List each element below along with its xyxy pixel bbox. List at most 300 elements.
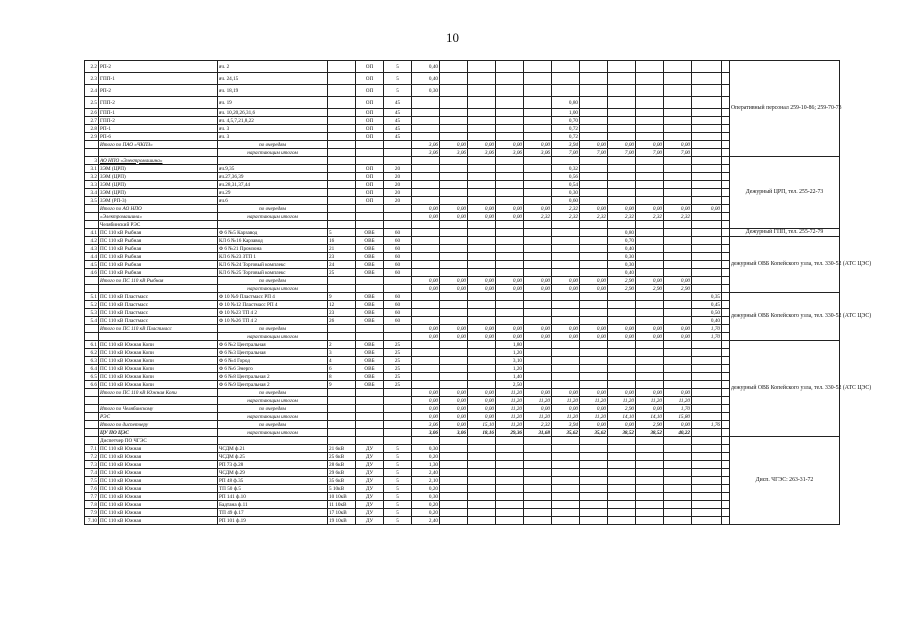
- stage-value-cell: [496, 253, 524, 261]
- stage-value-cell: 0,00: [468, 285, 496, 293]
- cell-number-cell: 16: [328, 237, 356, 245]
- stage-value-cell: [412, 197, 440, 205]
- stage-value-cell: [664, 181, 692, 189]
- stage-value-cell: [636, 109, 664, 117]
- column-gap: [722, 73, 730, 85]
- stage-value-cell: 38,52: [608, 429, 636, 437]
- stage-value-cell: [664, 349, 692, 357]
- column-gap: [722, 325, 730, 333]
- object-name-cell: Итого по ПС 110 кВ Рыбная: [99, 277, 218, 285]
- stage-value-cell: 1,76: [692, 421, 722, 429]
- contact-note-cell: дежурный ОВБ Копейского узла, тел. 330-52 (АТС ЦЭС): [730, 293, 840, 341]
- cell-number-cell: 5 10кВ: [328, 485, 356, 493]
- table-row: [85, 269, 840, 277]
- feeder-cell: РП 48 ф.35: [218, 477, 328, 485]
- stage-value-cell: [440, 269, 468, 277]
- stage-value-cell: [664, 157, 692, 165]
- column-gap: [722, 253, 730, 261]
- stage-value-cell: 0,00: [664, 277, 692, 285]
- stage-value-cell: 0,40: [608, 245, 636, 253]
- stage-value-cell: 2,32: [524, 213, 552, 221]
- value-cell: [384, 333, 412, 341]
- stage-value-cell: [636, 445, 664, 453]
- stage-value-cell: [552, 517, 580, 525]
- stage-value-cell: 0,00: [440, 389, 468, 397]
- feeder-cell: яч. 3: [218, 133, 328, 141]
- cell-number-cell: 4: [328, 357, 356, 365]
- stage-value-cell: [664, 365, 692, 373]
- category-cell: ОП: [356, 165, 384, 173]
- stage-value-cell: [524, 461, 552, 469]
- row-number-cell: 2.7: [85, 117, 99, 125]
- column-gap: [722, 445, 730, 453]
- stage-value-cell: [692, 85, 722, 97]
- stage-value-cell: [412, 181, 440, 189]
- feeder-cell: яч. 2: [218, 61, 328, 73]
- cell-number-cell: 10 10кВ: [328, 493, 356, 501]
- column-gap: [722, 517, 730, 525]
- stage-value-cell: [440, 237, 468, 245]
- stage-value-cell: [608, 493, 636, 501]
- value-cell: 5: [384, 493, 412, 501]
- stage-value-cell: [636, 97, 664, 109]
- stage-value-cell: [636, 221, 664, 229]
- stage-value-cell: [440, 61, 468, 73]
- stage-value-cell: [636, 381, 664, 389]
- stage-value-cell: 0,00: [664, 389, 692, 397]
- stage-value-cell: 0,00: [412, 213, 440, 221]
- table-row: [85, 349, 840, 357]
- cell-number-cell: 9: [328, 381, 356, 389]
- feeder-cell: по очередям: [218, 421, 328, 429]
- object-name-cell: ГПП-1: [99, 73, 218, 85]
- table-row: [85, 285, 840, 293]
- stage-value-cell: [524, 365, 552, 373]
- column-gap: [722, 165, 730, 173]
- stage-value-cell: [636, 197, 664, 205]
- stage-value-cell: [636, 357, 664, 365]
- cell-number-cell: [328, 125, 356, 133]
- stage-value-cell: 0,00: [664, 333, 692, 341]
- category-cell: [356, 397, 384, 405]
- stage-value-cell: [608, 381, 636, 389]
- stage-value-cell: 0,00: [496, 325, 524, 333]
- column-gap: [722, 317, 730, 325]
- table-row: [85, 117, 840, 125]
- stage-value-cell: [496, 469, 524, 477]
- stage-value-cell: [636, 125, 664, 133]
- contact-note-cell: Дисп. ЧГЭС: 263-31-72: [730, 437, 840, 525]
- stage-value-cell: [468, 253, 496, 261]
- value-cell: [384, 437, 412, 445]
- value-cell: [384, 285, 412, 293]
- stage-value-cell: 0,00: [440, 141, 468, 149]
- stage-value-cell: 2,32: [608, 213, 636, 221]
- stage-value-cell: 3,06: [440, 429, 468, 437]
- column-gap: [722, 397, 730, 405]
- stage-value-cell: [608, 317, 636, 325]
- table-row: [85, 389, 840, 397]
- stage-value-cell: [524, 301, 552, 309]
- row-number-cell: 2.5: [85, 97, 99, 109]
- stage-value-cell: 0,00: [468, 405, 496, 413]
- table-row: [85, 517, 840, 525]
- stage-value-cell: 0,00: [580, 277, 608, 285]
- cell-number-cell: 23: [328, 309, 356, 317]
- stage-value-cell: 7,00: [664, 149, 692, 157]
- cell-number-cell: [328, 277, 356, 285]
- stage-value-cell: [468, 269, 496, 277]
- value-cell: 20: [384, 173, 412, 181]
- stage-value-cell: 0,80: [552, 97, 580, 109]
- stage-value-cell: 0,00: [524, 205, 552, 213]
- stage-value-cell: [608, 221, 636, 229]
- value-cell: 5: [384, 485, 412, 493]
- stage-value-cell: [608, 181, 636, 189]
- value-cell: [384, 421, 412, 429]
- stage-value-cell: [496, 301, 524, 309]
- cell-number-cell: [328, 213, 356, 221]
- stage-value-cell: 0,00: [468, 389, 496, 397]
- stage-value-cell: [608, 485, 636, 493]
- category-cell: [356, 389, 384, 397]
- stage-value-cell: [552, 221, 580, 229]
- stage-value-cell: [468, 357, 496, 365]
- stage-value-cell: [496, 221, 524, 229]
- stage-value-cell: [468, 237, 496, 245]
- object-name-cell: ПС 110 кВ Южная: [99, 453, 218, 461]
- column-gap: [722, 381, 730, 389]
- value-cell: 60: [384, 237, 412, 245]
- category-cell: [356, 325, 384, 333]
- stage-value-cell: 0,00: [440, 413, 468, 421]
- stage-value-cell: [496, 437, 524, 445]
- row-number-cell: [85, 141, 99, 149]
- stage-value-cell: 3,06: [412, 149, 440, 157]
- row-number-cell: [85, 213, 99, 221]
- stage-value-cell: [692, 485, 722, 493]
- stage-value-cell: 0,00: [440, 397, 468, 405]
- category-cell: ОВБ: [356, 269, 384, 277]
- stage-value-cell: 0,20: [412, 501, 440, 509]
- stage-value-cell: 0,30: [552, 189, 580, 197]
- category-cell: ДУ: [356, 469, 384, 477]
- stage-value-cell: [440, 97, 468, 109]
- object-name-cell: [99, 397, 218, 405]
- stage-value-cell: [552, 453, 580, 461]
- stage-value-cell: [608, 357, 636, 365]
- stage-value-cell: [468, 293, 496, 301]
- stage-value-cell: [440, 301, 468, 309]
- stage-value-cell: [692, 157, 722, 165]
- stage-value-cell: 0,00: [664, 325, 692, 333]
- stage-value-cell: 0,30: [608, 261, 636, 269]
- category-cell: [356, 413, 384, 421]
- stage-value-cell: 0,56: [552, 173, 580, 181]
- stage-value-cell: 0,00: [496, 205, 524, 213]
- stage-value-cell: [552, 501, 580, 509]
- value-cell: 60: [384, 229, 412, 237]
- stage-value-cell: [580, 437, 608, 445]
- object-name-cell: Челябинский РЭС: [99, 221, 218, 229]
- object-name-cell: ПС 110 кВ Южная Копи: [99, 341, 218, 349]
- stage-value-cell: [692, 253, 722, 261]
- category-cell: [356, 405, 384, 413]
- row-number-cell: [85, 413, 99, 421]
- stage-value-cell: [608, 73, 636, 85]
- stage-value-cell: [552, 341, 580, 349]
- row-number-cell: 5.2: [85, 301, 99, 309]
- stage-value-cell: 15,10: [468, 421, 496, 429]
- object-name-cell: ПС 110 кВ Южная: [99, 485, 218, 493]
- stage-value-cell: [692, 229, 722, 237]
- stage-value-cell: [580, 85, 608, 97]
- column-gap: [722, 205, 730, 213]
- stage-value-cell: 18,16: [468, 429, 496, 437]
- stage-value-cell: [580, 229, 608, 237]
- stage-value-cell: [580, 269, 608, 277]
- row-number-cell: 7.8: [85, 501, 99, 509]
- value-cell: [384, 413, 412, 421]
- stage-value-cell: [580, 317, 608, 325]
- stage-value-cell: 0,30: [412, 85, 440, 97]
- stage-value-cell: [664, 189, 692, 197]
- stage-value-cell: 0,50: [692, 309, 722, 317]
- cell-number-cell: 2: [328, 341, 356, 349]
- value-cell: 20: [384, 197, 412, 205]
- stage-value-cell: 0,00: [440, 285, 468, 293]
- value-cell: 60: [384, 269, 412, 277]
- stage-value-cell: [580, 509, 608, 517]
- stage-value-cell: [636, 493, 664, 501]
- stage-value-cell: 7,00: [580, 149, 608, 157]
- stage-value-cell: 3,94: [552, 421, 580, 429]
- row-number-cell: 2.6: [85, 109, 99, 117]
- value-cell: 45: [384, 117, 412, 125]
- stage-value-cell: [664, 373, 692, 381]
- table-row: [85, 421, 840, 429]
- stage-value-cell: [496, 237, 524, 245]
- stage-value-cell: [552, 61, 580, 73]
- stage-value-cell: [580, 117, 608, 125]
- stage-value-cell: [608, 61, 636, 73]
- feeder-cell: [218, 221, 328, 229]
- stage-value-cell: 0,00: [440, 333, 468, 341]
- stage-value-cell: [440, 445, 468, 453]
- feeder-cell: Ф 10 №23 ТП 4 2: [218, 309, 328, 317]
- stage-value-cell: [608, 197, 636, 205]
- stage-value-cell: 0,00: [636, 205, 664, 213]
- stage-value-cell: 0,00: [608, 333, 636, 341]
- row-number-cell: 7.3: [85, 461, 99, 469]
- stage-value-cell: [524, 469, 552, 477]
- column-gap: [722, 437, 730, 445]
- cell-number-cell: [328, 73, 356, 85]
- stage-value-cell: 11,20: [496, 397, 524, 405]
- stage-value-cell: [440, 517, 468, 525]
- category-cell: ОВБ: [356, 381, 384, 389]
- stage-value-cell: [692, 453, 722, 461]
- feeder-cell: яч. 24,15: [218, 73, 328, 85]
- feeder-cell: КЛ 6 №23 ЗТП 1: [218, 253, 328, 261]
- feeder-cell: по очередям: [218, 325, 328, 333]
- value-cell: [384, 277, 412, 285]
- stage-value-cell: [580, 197, 608, 205]
- feeder-cell: [218, 437, 328, 445]
- feeder-cell: Ф 6 №8 Центральная 2: [218, 373, 328, 381]
- object-name-cell: ЗЭМ (ЦРП): [99, 173, 218, 181]
- stage-value-cell: [468, 469, 496, 477]
- cell-number-cell: 35 6кВ: [328, 477, 356, 485]
- column-gap: [722, 293, 730, 301]
- cell-number-cell: [328, 421, 356, 429]
- stage-value-cell: 0,40: [412, 61, 440, 73]
- stage-value-cell: 1,80: [496, 341, 524, 349]
- table-row: [85, 445, 840, 453]
- stage-value-cell: [664, 445, 692, 453]
- object-name-cell: ПС 110 кВ Южная: [99, 461, 218, 469]
- stage-value-cell: [552, 245, 580, 253]
- value-cell: 5: [384, 517, 412, 525]
- category-cell: ДУ: [356, 517, 384, 525]
- stage-value-cell: [692, 213, 722, 221]
- stage-value-cell: [468, 189, 496, 197]
- stage-value-cell: [496, 453, 524, 461]
- stage-value-cell: [468, 437, 496, 445]
- stage-value-cell: [636, 253, 664, 261]
- table-row: [85, 405, 840, 413]
- stage-value-cell: [524, 437, 552, 445]
- value-cell: 5: [384, 501, 412, 509]
- stage-value-cell: 0,00: [608, 421, 636, 429]
- stage-value-cell: [664, 221, 692, 229]
- row-number-cell: 7.1: [85, 445, 99, 453]
- stage-value-cell: [440, 485, 468, 493]
- stage-value-cell: [412, 221, 440, 229]
- stage-value-cell: [440, 469, 468, 477]
- stage-value-cell: [440, 85, 468, 97]
- stage-value-cell: [468, 85, 496, 97]
- stage-value-cell: [412, 117, 440, 125]
- object-name-cell: ГПП-1: [99, 109, 218, 117]
- category-cell: [356, 333, 384, 341]
- table-row: [85, 237, 840, 245]
- category-cell: ОВБ: [356, 309, 384, 317]
- stage-value-cell: [524, 445, 552, 453]
- table-row: [85, 453, 840, 461]
- row-number-cell: 7.2: [85, 453, 99, 461]
- row-number-cell: 3.5: [85, 197, 99, 205]
- row-number-cell: [85, 389, 99, 397]
- table-row: [85, 325, 840, 333]
- object-name-cell: РП-1: [99, 125, 218, 133]
- stage-value-cell: [692, 73, 722, 85]
- value-cell: 20: [384, 181, 412, 189]
- column-gap: [722, 309, 730, 317]
- stage-value-cell: [496, 85, 524, 97]
- stage-value-cell: [552, 269, 580, 277]
- stage-value-cell: [580, 493, 608, 501]
- category-cell: ОВБ: [356, 349, 384, 357]
- stage-value-cell: [580, 365, 608, 373]
- category-cell: ОВБ: [356, 301, 384, 309]
- stage-value-cell: [468, 109, 496, 117]
- stage-value-cell: [496, 509, 524, 517]
- stage-value-cell: 0,00: [552, 389, 580, 397]
- column-gap: [722, 429, 730, 437]
- stage-value-cell: 7,00: [608, 149, 636, 157]
- object-name-cell: Итого по АО НПО: [99, 205, 218, 213]
- contact-note-cell: Дежурный ГПП, тел. 255-72-79: [730, 229, 840, 237]
- stage-value-cell: [692, 469, 722, 477]
- stage-value-cell: [608, 309, 636, 317]
- stage-value-cell: [552, 301, 580, 309]
- stage-value-cell: [524, 517, 552, 525]
- stage-value-cell: [496, 117, 524, 125]
- stage-value-cell: [468, 341, 496, 349]
- stage-value-cell: [496, 133, 524, 141]
- stage-value-cell: 0,00: [664, 421, 692, 429]
- stage-value-cell: 2,32: [552, 213, 580, 221]
- stage-value-cell: [496, 269, 524, 277]
- cell-number-cell: [328, 197, 356, 205]
- cell-number-cell: 5: [328, 229, 356, 237]
- value-cell: 60: [384, 317, 412, 325]
- stage-value-cell: [524, 109, 552, 117]
- stage-value-cell: 0,00: [608, 141, 636, 149]
- object-name-cell: ПС 110 кВ Пластмасс: [99, 317, 218, 325]
- object-name-cell: ПС 110 кВ Пластмасс: [99, 301, 218, 309]
- row-number-cell: [85, 429, 99, 437]
- stage-value-cell: [412, 269, 440, 277]
- feeder-cell: КЛ 6 №16 Карзавод: [218, 237, 328, 245]
- stage-value-cell: 0,00: [524, 325, 552, 333]
- feeder-cell: нарастающим итогом: [218, 397, 328, 405]
- category-cell: ОВБ: [356, 357, 384, 365]
- cell-number-cell: 6: [328, 365, 356, 373]
- stage-value-cell: [524, 269, 552, 277]
- stage-value-cell: [524, 157, 552, 165]
- stage-value-cell: [636, 189, 664, 197]
- contact-note-cell: Дежурный ЦРП, тел. 255-22-73: [730, 157, 840, 229]
- stage-value-cell: [412, 317, 440, 325]
- column-gap: [722, 285, 730, 293]
- stage-value-cell: [664, 357, 692, 365]
- stage-value-cell: [552, 317, 580, 325]
- stage-value-cell: [608, 117, 636, 125]
- object-name-cell: ПС 110 кВ Южная: [99, 501, 218, 509]
- stage-value-cell: [580, 133, 608, 141]
- stage-value-cell: [636, 269, 664, 277]
- object-name-cell: Итого по Челябинскому: [99, 405, 218, 413]
- stage-value-cell: [496, 73, 524, 85]
- object-name-cell: ПС 110 кВ Рыбная: [99, 237, 218, 245]
- object-name-cell: ЗЭМ (РП-3): [99, 197, 218, 205]
- contact-note-cell: Оперативный персонал 259-10-86; 259-70-73: [730, 61, 840, 157]
- stage-value-cell: [580, 373, 608, 381]
- stage-value-cell: [580, 73, 608, 85]
- feeder-cell: ЧСДМ ф.25: [218, 453, 328, 461]
- row-number-cell: 6.2: [85, 349, 99, 357]
- stage-value-cell: [524, 373, 552, 381]
- table-row: [85, 509, 840, 517]
- feeder-cell: нарастающим итогом: [218, 429, 328, 437]
- table-row: [85, 61, 840, 73]
- stage-value-cell: [664, 245, 692, 253]
- stage-value-cell: 0,00: [440, 277, 468, 285]
- cell-number-cell: 25: [328, 269, 356, 277]
- value-cell: 25: [384, 381, 412, 389]
